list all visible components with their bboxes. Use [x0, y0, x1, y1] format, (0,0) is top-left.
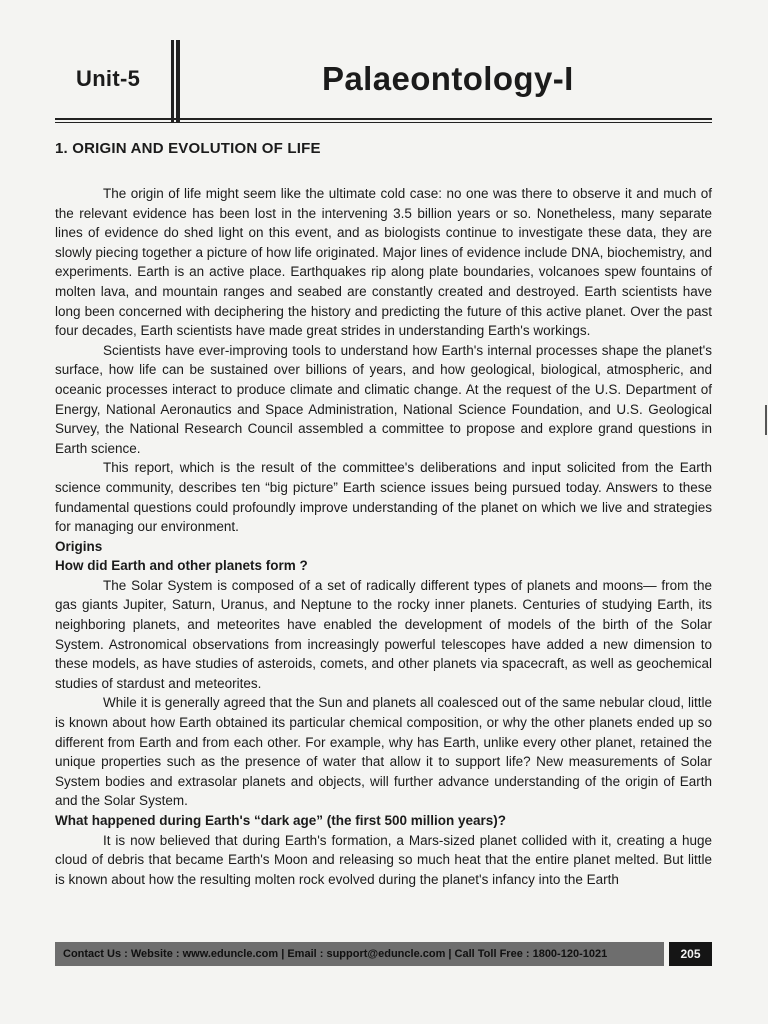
- paragraph: It is now believed that during Earth's formation, a Mars-sized planet collided with it, creating a huge cloud of debris that became Earth's Moon and releasing so much heat that the entire planet melted. But little is known about how the resulting molten rock evolved during the planet's infancy into the Earth: [55, 832, 712, 887]
- header-rule: [55, 118, 712, 120]
- unit-label: Unit-5: [76, 66, 141, 91]
- page-number: 205: [669, 942, 712, 966]
- paragraph: Scientists have ever-improving tools to understand how Earth's internal processes shape the planet's surface, how life can be sustained over billions of years, and how geological, biological, atmospheric, and oceanic processes interact to produce climate and climatic change. At the request of the U.S. Department of Energy, National Aeronautics and Space Administration, National Science Foundation, and U.S. Geological Survey, the National Research Council assembled a committee to propose and explore grand questions in Earth science.: [55, 342, 712, 456]
- paragraph: The origin of life might seem like the ultimate cold case: no one was there to observe it and much of the relevant evidence has been lost in the intervening 3.5 billion years or so. Nonetheless, many separate lines of evidence do shed light on this event, and as biologists continue to investigate these data, they are slowly piecing together a picture of how life originated. Major lines of evidence include DNA, biochemistry, and experiments. Earth is an active place. Earthquakes rip along plate boundaries, volcanoes spew fountains of molten lava, and mountain ranges and seabed are constantly created and destroyed. Earth scientists have long been concerned with deciphering the history and predicting the future of this active planet. Over the past four decades, Earth scientists have made great strides in understanding Earth's workings.: [55, 186, 712, 339]
- header-divider: [171, 40, 174, 122]
- header-divider-thick: [176, 40, 180, 122]
- subheading-question: What happened during Earth's “dark age” (the first 500 million years)?: [55, 813, 507, 828]
- page-footer: [55, 942, 712, 966]
- subheading-origins: Origins: [55, 538, 103, 554]
- header-rule-thin: [55, 122, 712, 123]
- section-heading: 1. ORIGIN AND EVOLUTION OF LIFE: [55, 140, 321, 157]
- chapter-title: Palaeontology-I: [322, 60, 574, 97]
- contact-bar: Contact Us : Website : www.eduncle.com | Email : support@eduncle.com | Call Toll Free : 1800-120-1021: [55, 942, 664, 966]
- paragraph: The Solar System is composed of a set of radically different types of planets and moons— from the gas giants Jupiter, Saturn, Uranus, and Neptune to the rocky inner planets. Centuries of studying Earth, its neighboring planets, and meteorites have enabled the development of models of the birth of the Solar System. Astronomical observations from increasingly powerful telescopes have added a new dimension to these models, as have studies of asteroids, comets, and other planets via spacecraft, as well as geochemical studies of stardust and meteorites.: [55, 577, 712, 691]
- subheading-question: How did Earth and other planets form ?: [55, 558, 308, 574]
- paragraph: This report, which is the result of the committee's deliberations and input solicited from the Earth science community, describes ten “big picture” Earth science issues being pursued today. Answers to these fundamental questions could profoundly improve understanding of the planet on which we live and strategies for managing our environment.: [55, 460, 712, 535]
- page-header: [55, 40, 712, 125]
- page-edge-mark: [765, 405, 767, 435]
- paragraph: While it is generally agreed that the Sun and planets all coalesced out of the same nebular cloud, little is known about how Earth obtained its particular chemical composition, or why the other planets ended up so different from Earth and from each other. For example, why has Earth, unlike every other planet, retained the unique properties such as the presence of water that allow it to support life? New measurements of Solar System bodies and extrasolar planets and objects, will further advance understanding of the origin of Earth and the Solar System.: [55, 695, 712, 809]
- body-text: [55, 184, 712, 889]
